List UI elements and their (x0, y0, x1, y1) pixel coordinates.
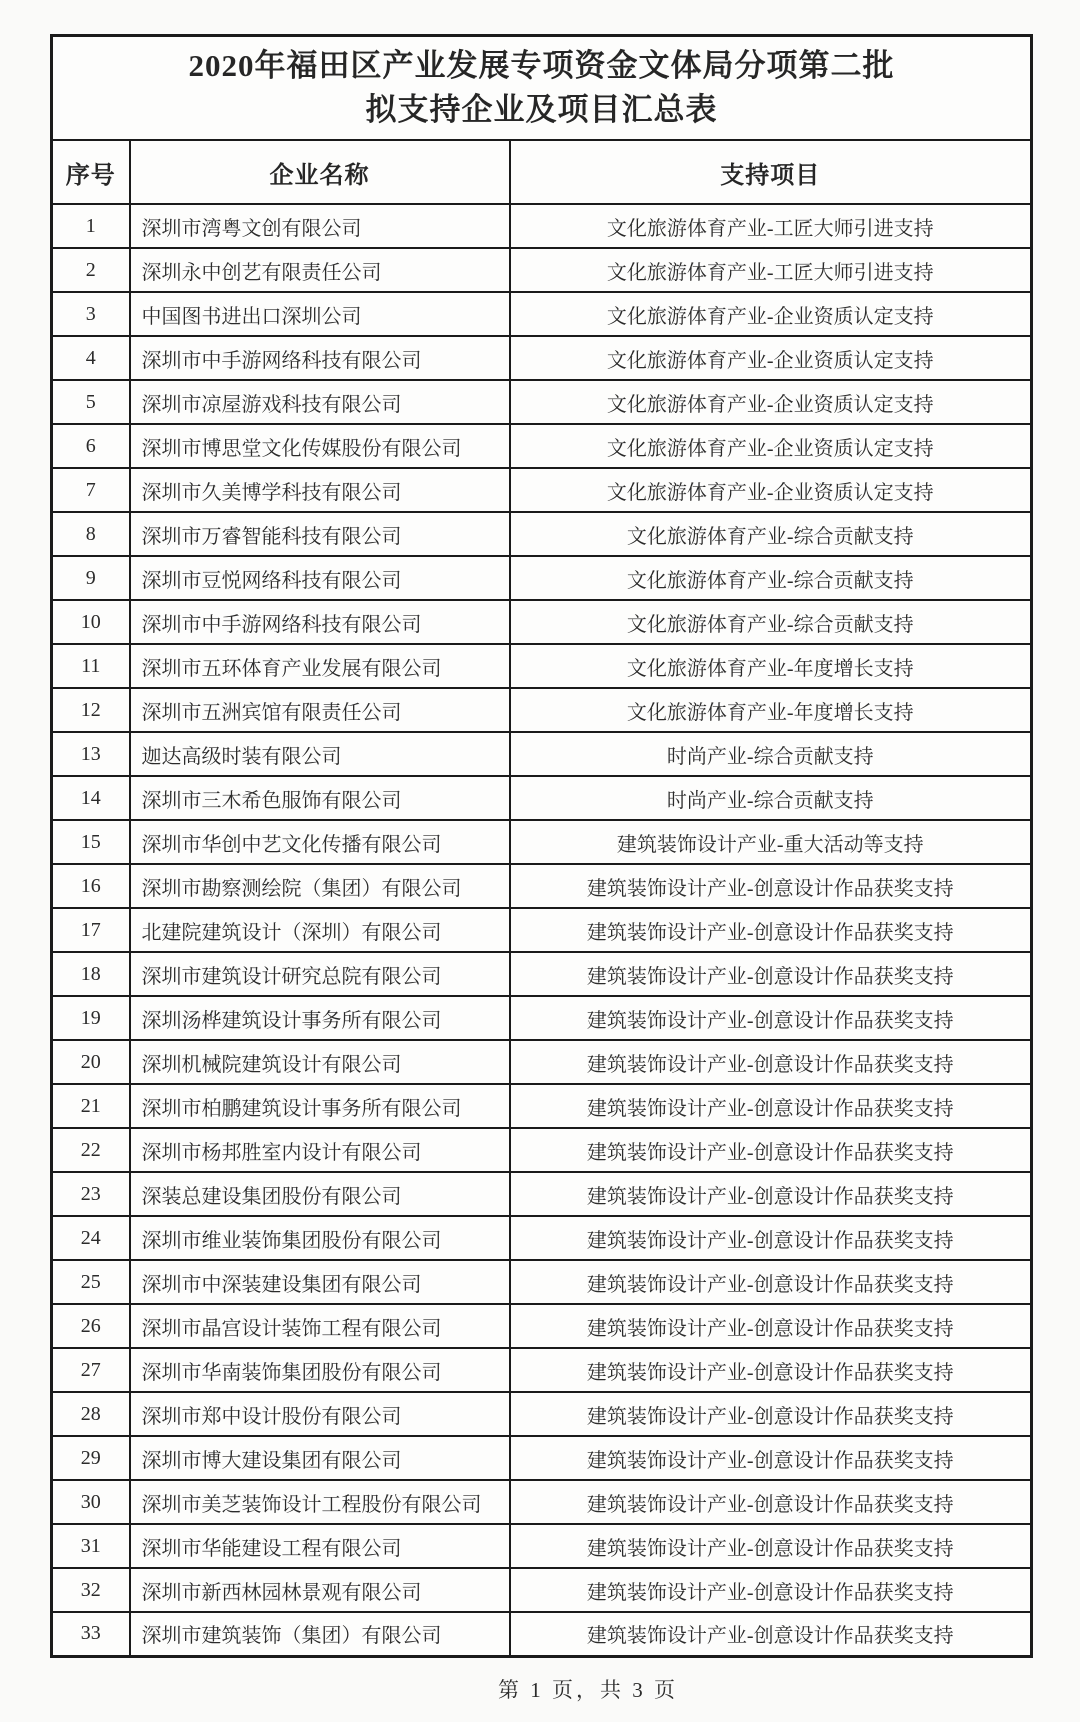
company-name-cell: 深圳市勘察测绘院（集团）有限公司 (130, 864, 510, 908)
table-row (52, 424, 1032, 468)
col-header-serial: 序号 (52, 140, 130, 204)
support-project-cell: 文化旅游体育产业-综合贡献支持 (510, 556, 1032, 600)
page-number: 第 1 页，共 3 页 (498, 1678, 678, 1702)
title-line-2: 拟支持企业及项目汇总表 (365, 92, 718, 127)
serial-number-cell: 23 (52, 1172, 130, 1216)
company-name-cell: 深圳市三木希色服饰有限公司 (130, 776, 510, 820)
table-row (52, 1392, 1032, 1436)
table-row (52, 204, 1032, 248)
support-project-cell: 时尚产业-综合贡献支持 (510, 732, 1032, 776)
support-project-cell: 文化旅游体育产业-工匠大师引进支持 (510, 204, 1032, 248)
table-row (52, 468, 1032, 512)
company-name-cell: 深圳市华创中艺文化传播有限公司 (130, 820, 510, 864)
support-project-cell: 文化旅游体育产业-年度增长支持 (510, 688, 1032, 732)
serial-number-cell: 9 (52, 556, 130, 600)
company-name-cell: 深圳市中手游网络科技有限公司 (130, 600, 510, 644)
support-project-cell: 文化旅游体育产业-工匠大师引进支持 (510, 248, 1032, 292)
company-name-cell: 深圳市湾粤文创有限公司 (130, 204, 510, 248)
serial-number-cell: 31 (52, 1524, 130, 1568)
support-project-cell: 建筑装饰设计产业-创意设计作品获奖支持 (510, 1392, 1032, 1436)
serial-number-cell: 4 (52, 336, 130, 380)
table-row (52, 1260, 1032, 1304)
table-row (52, 952, 1032, 996)
company-name-cell: 深圳汤桦建筑设计事务所有限公司 (130, 996, 510, 1040)
table-title-row (52, 36, 1032, 141)
table-row (52, 248, 1032, 292)
table-row (52, 556, 1032, 600)
company-name-cell: 深圳市豆悦网络科技有限公司 (130, 556, 510, 600)
company-name-cell: 深装总建设集团股份有限公司 (130, 1172, 510, 1216)
table-row (52, 512, 1032, 556)
support-project-cell: 建筑装饰设计产业-创意设计作品获奖支持 (510, 864, 1032, 908)
table-title (52, 36, 1032, 141)
company-name-cell: 北建院建筑设计（深圳）有限公司 (130, 908, 510, 952)
serial-number-cell: 32 (52, 1568, 130, 1612)
table-row (52, 996, 1032, 1040)
company-name-cell: 深圳市建筑装饰（集团）有限公司 (130, 1612, 510, 1656)
table-row (52, 688, 1032, 732)
support-project-cell: 文化旅游体育产业-企业资质认定支持 (510, 380, 1032, 424)
support-project-cell: 建筑装饰设计产业-创意设计作品获奖支持 (510, 1612, 1032, 1656)
company-name-cell: 深圳市博思堂文化传媒股份有限公司 (130, 424, 510, 468)
serial-number-cell: 27 (52, 1348, 130, 1392)
serial-number-cell: 2 (52, 248, 130, 292)
serial-number-cell: 21 (52, 1084, 130, 1128)
support-project-cell: 建筑装饰设计产业-创意设计作品获奖支持 (510, 1260, 1032, 1304)
company-name-cell: 深圳机械院建筑设计有限公司 (130, 1040, 510, 1084)
company-name-cell: 深圳市博大建设集团有限公司 (130, 1436, 510, 1480)
table-row (52, 820, 1032, 864)
serial-number-cell: 11 (52, 644, 130, 688)
support-project-cell: 建筑装饰设计产业-创意设计作品获奖支持 (510, 996, 1032, 1040)
serial-number-cell: 22 (52, 1128, 130, 1172)
table-row (52, 1568, 1032, 1612)
company-name-cell: 深圳市凉屋游戏科技有限公司 (130, 380, 510, 424)
serial-number-cell: 7 (52, 468, 130, 512)
serial-number-cell: 33 (52, 1612, 130, 1656)
table-row (52, 1172, 1032, 1216)
support-project-cell: 建筑装饰设计产业-创意设计作品获奖支持 (510, 1172, 1032, 1216)
support-project-cell: 文化旅游体育产业-综合贡献支持 (510, 512, 1032, 556)
company-name-cell: 深圳市晶宫设计装饰工程有限公司 (130, 1304, 510, 1348)
company-name-cell: 深圳市万睿智能科技有限公司 (130, 512, 510, 556)
company-name-cell: 深圳市久美博学科技有限公司 (130, 468, 510, 512)
table-row (52, 776, 1032, 820)
support-project-cell: 建筑装饰设计产业-创意设计作品获奖支持 (510, 1084, 1032, 1128)
serial-number-cell: 10 (52, 600, 130, 644)
company-name-cell: 深圳市中手游网络科技有限公司 (130, 336, 510, 380)
serial-number-cell: 6 (52, 424, 130, 468)
table-row (52, 1436, 1032, 1480)
table-row (52, 1216, 1032, 1260)
serial-number-cell: 8 (52, 512, 130, 556)
serial-number-cell: 13 (52, 732, 130, 776)
serial-number-cell: 19 (52, 996, 130, 1040)
table-row (52, 1612, 1032, 1656)
company-name-cell: 深圳市华能建设工程有限公司 (130, 1524, 510, 1568)
support-project-cell: 建筑装饰设计产业-创意设计作品获奖支持 (510, 908, 1032, 952)
company-name-cell: 迦达高级时装有限公司 (130, 732, 510, 776)
support-project-cell: 文化旅游体育产业-企业资质认定支持 (510, 292, 1032, 336)
support-project-cell: 建筑装饰设计产业-创意设计作品获奖支持 (510, 1128, 1032, 1172)
support-project-cell: 建筑装饰设计产业-创意设计作品获奖支持 (510, 1348, 1032, 1392)
serial-number-cell: 5 (52, 380, 130, 424)
company-name-cell: 深圳市新西林园林景观有限公司 (130, 1568, 510, 1612)
summary-table (50, 34, 1033, 1658)
company-name-cell: 中国图书进出口深圳公司 (130, 292, 510, 336)
table-row (52, 1348, 1032, 1392)
serial-number-cell: 28 (52, 1392, 130, 1436)
table-header-row (52, 140, 1032, 204)
support-project-cell: 文化旅游体育产业-企业资质认定支持 (510, 336, 1032, 380)
serial-number-cell: 14 (52, 776, 130, 820)
support-project-cell: 时尚产业-综合贡献支持 (510, 776, 1032, 820)
company-name-cell: 深圳永中创艺有限责任公司 (130, 248, 510, 292)
serial-number-cell: 24 (52, 1216, 130, 1260)
support-project-cell: 文化旅游体育产业-综合贡献支持 (510, 600, 1032, 644)
serial-number-cell: 18 (52, 952, 130, 996)
title-line-1: 2020年福田区产业发展专项资金文体局分项第二批 (188, 48, 895, 83)
table-row (52, 864, 1032, 908)
table-row (52, 1128, 1032, 1172)
table-row (52, 380, 1032, 424)
table-row (52, 1524, 1032, 1568)
support-project-cell: 文化旅游体育产业-企业资质认定支持 (510, 468, 1032, 512)
company-name-cell: 深圳市建筑设计研究总院有限公司 (130, 952, 510, 996)
table-row (52, 1040, 1032, 1084)
support-project-cell: 建筑装饰设计产业-创意设计作品获奖支持 (510, 952, 1032, 996)
support-project-cell: 建筑装饰设计产业-重大活动等支持 (510, 820, 1032, 864)
company-name-cell: 深圳市杨邦胜室内设计有限公司 (130, 1128, 510, 1172)
company-name-cell: 深圳市五洲宾馆有限责任公司 (130, 688, 510, 732)
table-row (52, 1304, 1032, 1348)
table-row (52, 908, 1032, 952)
support-project-cell: 建筑装饰设计产业-创意设计作品获奖支持 (510, 1524, 1032, 1568)
company-name-cell: 深圳市中深装建设集团有限公司 (130, 1260, 510, 1304)
company-name-cell: 深圳市华南装饰集团股份有限公司 (130, 1348, 510, 1392)
company-name-cell: 深圳市美芝装饰设计工程股份有限公司 (130, 1480, 510, 1524)
serial-number-cell: 17 (52, 908, 130, 952)
support-project-cell: 建筑装饰设计产业-创意设计作品获奖支持 (510, 1040, 1032, 1084)
table-row (52, 600, 1032, 644)
serial-number-cell: 30 (52, 1480, 130, 1524)
table-row (52, 644, 1032, 688)
company-name-cell: 深圳市五环体育产业发展有限公司 (130, 644, 510, 688)
table-row (52, 732, 1032, 776)
serial-number-cell: 1 (52, 204, 130, 248)
table-body (52, 204, 1032, 1656)
serial-number-cell: 20 (52, 1040, 130, 1084)
company-name-cell: 深圳市维业装饰集团股份有限公司 (130, 1216, 510, 1260)
serial-number-cell: 29 (52, 1436, 130, 1480)
col-header-company: 企业名称 (130, 140, 510, 204)
support-project-cell: 文化旅游体育产业-年度增长支持 (510, 644, 1032, 688)
support-project-cell: 建筑装饰设计产业-创意设计作品获奖支持 (510, 1480, 1032, 1524)
table-row (52, 1084, 1032, 1128)
company-name-cell: 深圳市柏鹏建筑设计事务所有限公司 (130, 1084, 510, 1128)
serial-number-cell: 3 (52, 292, 130, 336)
serial-number-cell: 12 (52, 688, 130, 732)
serial-number-cell: 16 (52, 864, 130, 908)
support-project-cell: 建筑装饰设计产业-创意设计作品获奖支持 (510, 1436, 1032, 1480)
support-project-cell: 建筑装饰设计产业-创意设计作品获奖支持 (510, 1568, 1032, 1612)
serial-number-cell: 26 (52, 1304, 130, 1348)
support-project-cell: 文化旅游体育产业-企业资质认定支持 (510, 424, 1032, 468)
table-row (52, 292, 1032, 336)
table-row (52, 1480, 1032, 1524)
support-project-cell: 建筑装饰设计产业-创意设计作品获奖支持 (510, 1216, 1032, 1260)
company-name-cell: 深圳市郑中设计股份有限公司 (130, 1392, 510, 1436)
table-row (52, 336, 1032, 380)
col-header-project: 支持项目 (510, 140, 1032, 204)
serial-number-cell: 25 (52, 1260, 130, 1304)
serial-number-cell: 15 (52, 820, 130, 864)
support-project-cell: 建筑装饰设计产业-创意设计作品获奖支持 (510, 1304, 1032, 1348)
